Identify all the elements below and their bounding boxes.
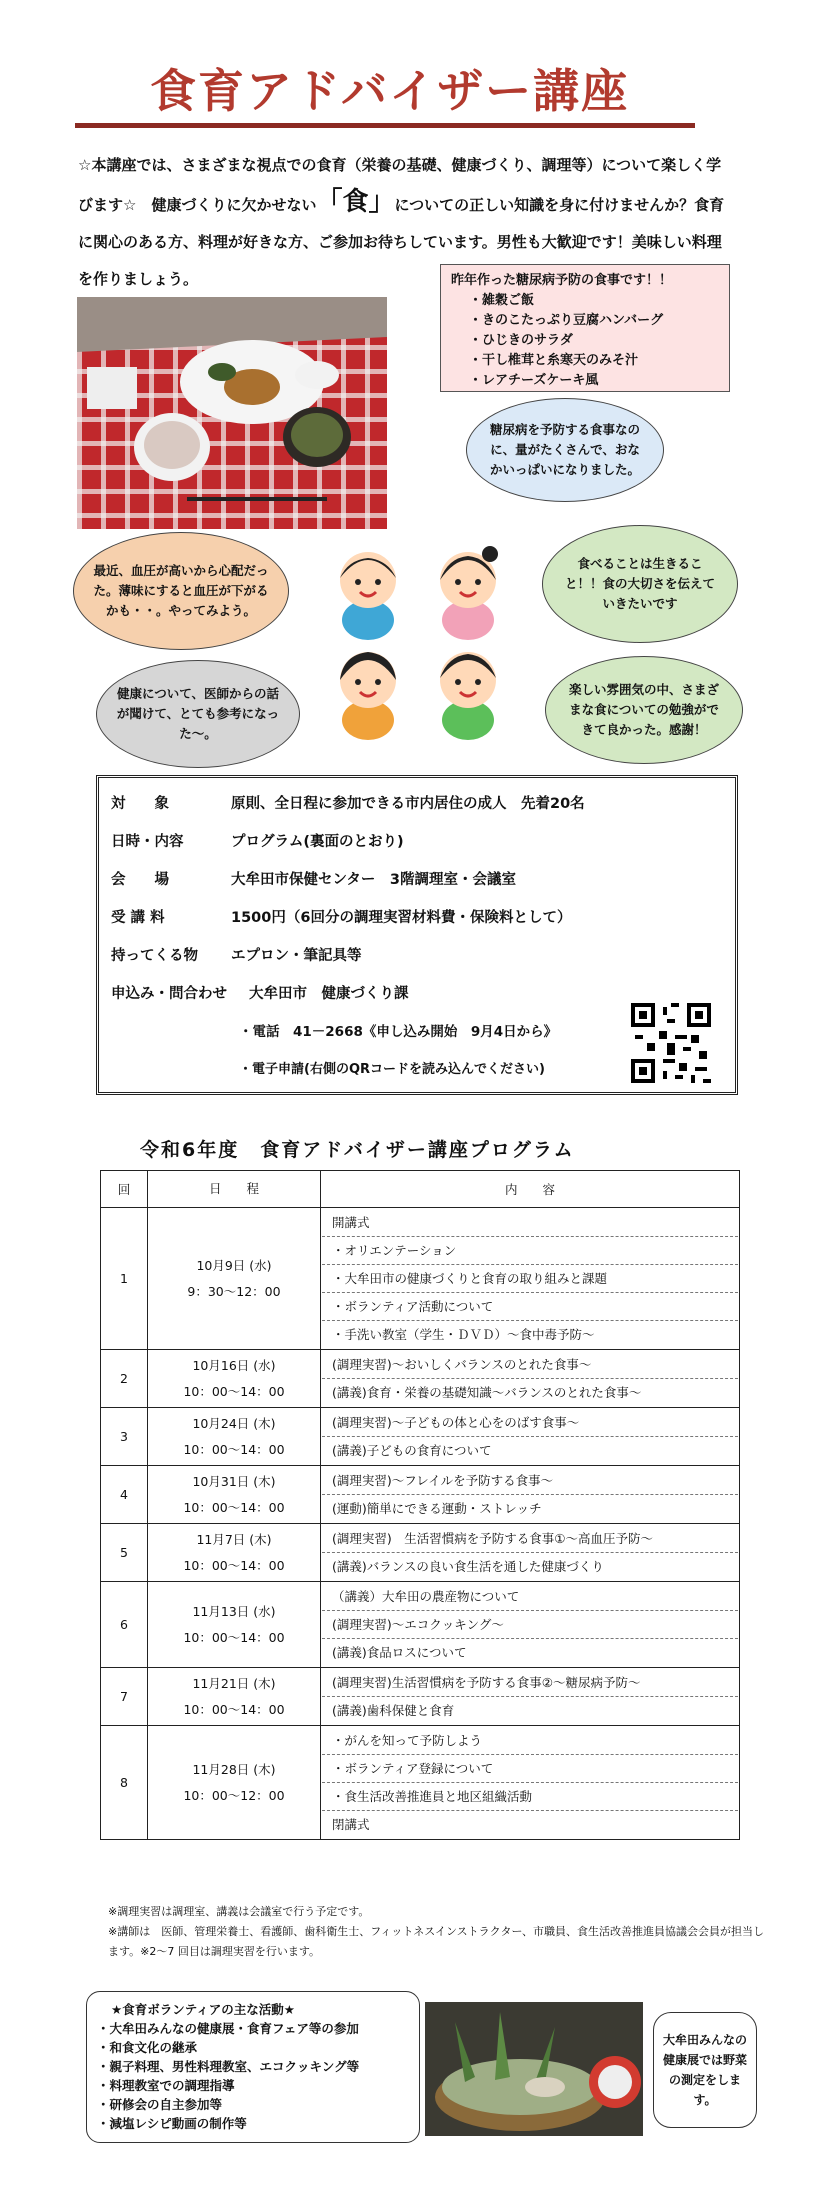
- vegetable-bubble: 大牟田みんなの健康展では野菜の測定をします。: [653, 2012, 757, 2128]
- session-date: 11月13日 (水): [192, 1603, 276, 1619]
- session-schedule: [148, 1726, 321, 1840]
- content-line: ・ボランティア登録について: [322, 1755, 738, 1783]
- session-contents: [321, 1668, 740, 1726]
- table-row: [101, 1466, 740, 1524]
- session-schedule: [148, 1524, 321, 1582]
- session-schedule: [148, 1582, 321, 1668]
- content-line: ・オリエンテーション: [322, 1237, 738, 1265]
- session-contents: [321, 1408, 740, 1466]
- info-row-target: [111, 792, 585, 813]
- session-number: 1: [101, 1208, 148, 1350]
- volunteer-item: ・大牟田みんなの健康展・食育フェア等の参加: [97, 2021, 359, 2036]
- vegetable-photo: [425, 2002, 643, 2136]
- info-row-contact: [111, 982, 409, 1003]
- content-line: (調理実習)生活習慣病を予防する食事②～糖尿病予防～: [322, 1669, 738, 1697]
- note-line: ※調理実習は調理室、講義は会議室で行う予定です。: [108, 1905, 370, 1918]
- table-row: [101, 1350, 740, 1408]
- menu-callout: [440, 264, 730, 392]
- content-line: ・ボランティア活動について: [322, 1293, 738, 1321]
- program-title: 令和6年度 食育アドバイザー講座プログラム: [140, 1139, 575, 1161]
- content-line: (講義)食育・栄養の基礎知識～バランスのとれた食事～: [332, 1385, 642, 1400]
- content-line: 閉講式: [332, 1817, 370, 1832]
- info-row-bring: [111, 944, 362, 965]
- intro-highlight: 「食」: [316, 187, 395, 217]
- volunteer-item: ・料理教室での調理指導: [97, 2078, 235, 2093]
- volunteer-item: ・研修会の自主参加等: [97, 2097, 223, 2112]
- table-row: [101, 1524, 740, 1582]
- session-date: 10月9日 (水): [196, 1257, 272, 1273]
- content-line: (講義)歯科保健と食育: [332, 1703, 455, 1718]
- content-line: (講義)食品ロスについて: [332, 1645, 467, 1660]
- table-row: [101, 1408, 740, 1466]
- children-illustration: [318, 540, 518, 750]
- info-label: 会 場: [111, 872, 169, 888]
- volunteer-item: ・減塩レシピ動画の制作等: [97, 2116, 247, 2131]
- info-row-venue: [111, 868, 516, 889]
- info-value: 大牟田市保健センター 3階調理室・会議室: [231, 872, 517, 888]
- content-line: ・食生活改善推進員と地区組織活動: [322, 1783, 738, 1811]
- session-contents: [321, 1466, 740, 1524]
- session-time: 10：00～14：00: [183, 1441, 285, 1457]
- content-line: （講義）大牟田の農産物について: [322, 1583, 738, 1611]
- session-number: 8: [101, 1726, 148, 1840]
- session-number: 4: [101, 1466, 148, 1524]
- content-line: (調理実習)～フレイルを予防する食事～: [322, 1467, 738, 1495]
- speech-bubble: 楽しい雰囲気の中、さまざまな食についての勉強ができて良かった。感謝！: [545, 656, 743, 764]
- info-label: 受 講 料: [111, 910, 165, 926]
- info-row-fee: [111, 906, 571, 927]
- menu-item: ・ひじきのサラダ: [469, 333, 573, 348]
- info-value: 1500円（6回分の調理実習材料費・保険料として）: [231, 910, 572, 926]
- session-schedule: [148, 1350, 321, 1408]
- session-number: 7: [101, 1668, 148, 1726]
- session-date: 10月16日 (水): [192, 1357, 276, 1373]
- session-contents: [321, 1582, 740, 1668]
- content-line: (運動)簡単にできる運動・ストレッチ: [332, 1501, 542, 1516]
- session-time: 10：00～14：00: [183, 1383, 285, 1399]
- phone-line: ・電話 41－2668《申し込み開始 9月4日から》: [239, 1024, 558, 1040]
- page-title: 食育アドバイザー講座: [150, 64, 630, 118]
- content-line: ・がんを知って予防しよう: [322, 1727, 738, 1755]
- session-schedule: [148, 1466, 321, 1524]
- electronic-application: ・電子申請(右側のQRコードを読み込んでください): [239, 1062, 545, 1077]
- speech-bubble: 食べることは生きること！！食の大切さを伝えていきたいです: [542, 525, 738, 643]
- session-contents: [321, 1208, 740, 1350]
- table-row: [101, 1668, 740, 1726]
- content-line: ・大牟田市の健康づくりと食育の取り組みと課題: [322, 1265, 738, 1293]
- session-number: 3: [101, 1408, 148, 1466]
- info-value: エプロン・筆記具等: [231, 948, 362, 964]
- session-date: 10月31日 (木): [192, 1473, 276, 1489]
- session-time: 9：30～12：00: [187, 1283, 281, 1299]
- session-contents: [321, 1524, 740, 1582]
- meal-photo: [77, 297, 387, 529]
- content-line: (講義)子どもの食育について: [332, 1443, 492, 1458]
- column-header: 回: [101, 1171, 148, 1208]
- session-contents: [321, 1726, 740, 1840]
- session-time: 10：00～14：00: [183, 1701, 285, 1717]
- volunteer-item: ・親子料理、男性料理教室、エコクッキング等: [97, 2059, 360, 2074]
- session-time: 10：00～12：00: [183, 1787, 285, 1803]
- info-label: 申込み・問合わせ: [111, 986, 227, 1002]
- speech-bubble: 健康について、医師からの話が聞けて、とても参考になった～。: [96, 660, 300, 768]
- qr-code[interactable]: [631, 1003, 711, 1083]
- table-row: [101, 1582, 740, 1668]
- info-value: 大牟田市 健康づくり課: [249, 986, 409, 1002]
- menu-heading: 昨年作った糖尿病予防の食事です！！: [451, 273, 673, 288]
- volunteer-heading: ★食育ボランティアの主な活動★: [111, 2002, 295, 2017]
- table-header-row: [101, 1171, 740, 1208]
- program-table: [100, 1170, 740, 1840]
- content-line: (調理実習)～おいしくバランスのとれた食事～: [322, 1351, 738, 1379]
- info-row-datetime: [111, 830, 404, 851]
- info-label: 日時・内容: [111, 834, 184, 850]
- session-time: 10：00～14：00: [183, 1629, 285, 1645]
- content-line: (講義)バランスの良い食生活を通した健康づくり: [332, 1559, 604, 1574]
- content-line: (調理実習)～子どもの体と心をのばす食事～: [322, 1409, 738, 1437]
- session-number: 6: [101, 1582, 148, 1668]
- session-date: 11月7日 (木): [196, 1531, 272, 1547]
- content-line: (調理実習)～エコクッキング～: [322, 1611, 738, 1639]
- session-schedule: [148, 1668, 321, 1726]
- session-date: 11月28日 (木): [192, 1761, 276, 1777]
- table-row: [101, 1726, 740, 1840]
- column-header: 日 程: [148, 1171, 321, 1208]
- notes: [108, 1902, 768, 1962]
- volunteer-item: ・和食文化の継承: [97, 2040, 198, 2055]
- session-number: 5: [101, 1524, 148, 1582]
- speech-bubble: 最近、血圧が高いから心配だった。薄味にすると血圧が下がるかも・・。やってみよう。: [73, 532, 289, 650]
- content-line: (調理実習) 生活習慣病を予防する食事①～高血圧予防～: [322, 1525, 738, 1553]
- content-line: 開講式: [322, 1209, 738, 1237]
- content-line: ・手洗い教室（学生・ＤＶＤ）～食中毒予防～: [332, 1327, 595, 1342]
- column-header: 内 容: [321, 1171, 740, 1208]
- table-row: [101, 1208, 740, 1350]
- info-value: プログラム(裏面のとおり): [231, 834, 404, 850]
- info-value: 原則、全日程に参加できる市内居住の成人 先着20名: [231, 796, 585, 812]
- menu-item: ・レアチーズケーキ風: [469, 373, 599, 388]
- intro-post: についての正しい知識を身に付けませんか？食育に関心のある方、料理が好きな方、ご参加お待ちしています。男性も大歓迎です！美味しい料理を作りましょう。: [78, 196, 725, 288]
- session-time: 10：00～14：00: [183, 1557, 285, 1573]
- volunteer-box: [86, 1991, 420, 2143]
- info-label: 対 象: [111, 796, 169, 812]
- session-schedule: [148, 1208, 321, 1350]
- intro-pre: ☆本講座では、さまざまな視点での食育（栄養の基礎、健康づくり、調理等）について楽しく学びます☆ 健康づくりに欠かせない: [78, 156, 722, 214]
- session-number: 2: [101, 1350, 148, 1408]
- title-underline: [75, 123, 695, 128]
- menu-item: ・干し椎茸と糸寒天のみそ汁: [469, 353, 639, 368]
- session-time: 10：00～14：00: [183, 1499, 285, 1515]
- info-box: [96, 775, 738, 1095]
- info-label: 持ってくる物: [111, 948, 198, 964]
- session-schedule: [148, 1408, 321, 1466]
- menu-item: ・きのこたっぷり豆腐ハンバーグ: [469, 313, 664, 328]
- session-date: 10月24日 (木): [192, 1415, 276, 1431]
- session-contents: [321, 1350, 740, 1408]
- menu-item: ・雑穀ご飯: [469, 293, 535, 308]
- speech-bubble: 糖尿病を予防する食事なのに、量がたくさんで、おなかいっぱいになりました。: [466, 398, 664, 502]
- note-line: ※講師は 医師、管理栄養士、看護師、歯科衛生士、フィットネスインストラクター、市職員、食生活改善推進員協議会会員が担当します。※2～7 回目は調理実習を行います。: [108, 1925, 765, 1958]
- session-date: 11月21日 (木): [192, 1675, 276, 1691]
